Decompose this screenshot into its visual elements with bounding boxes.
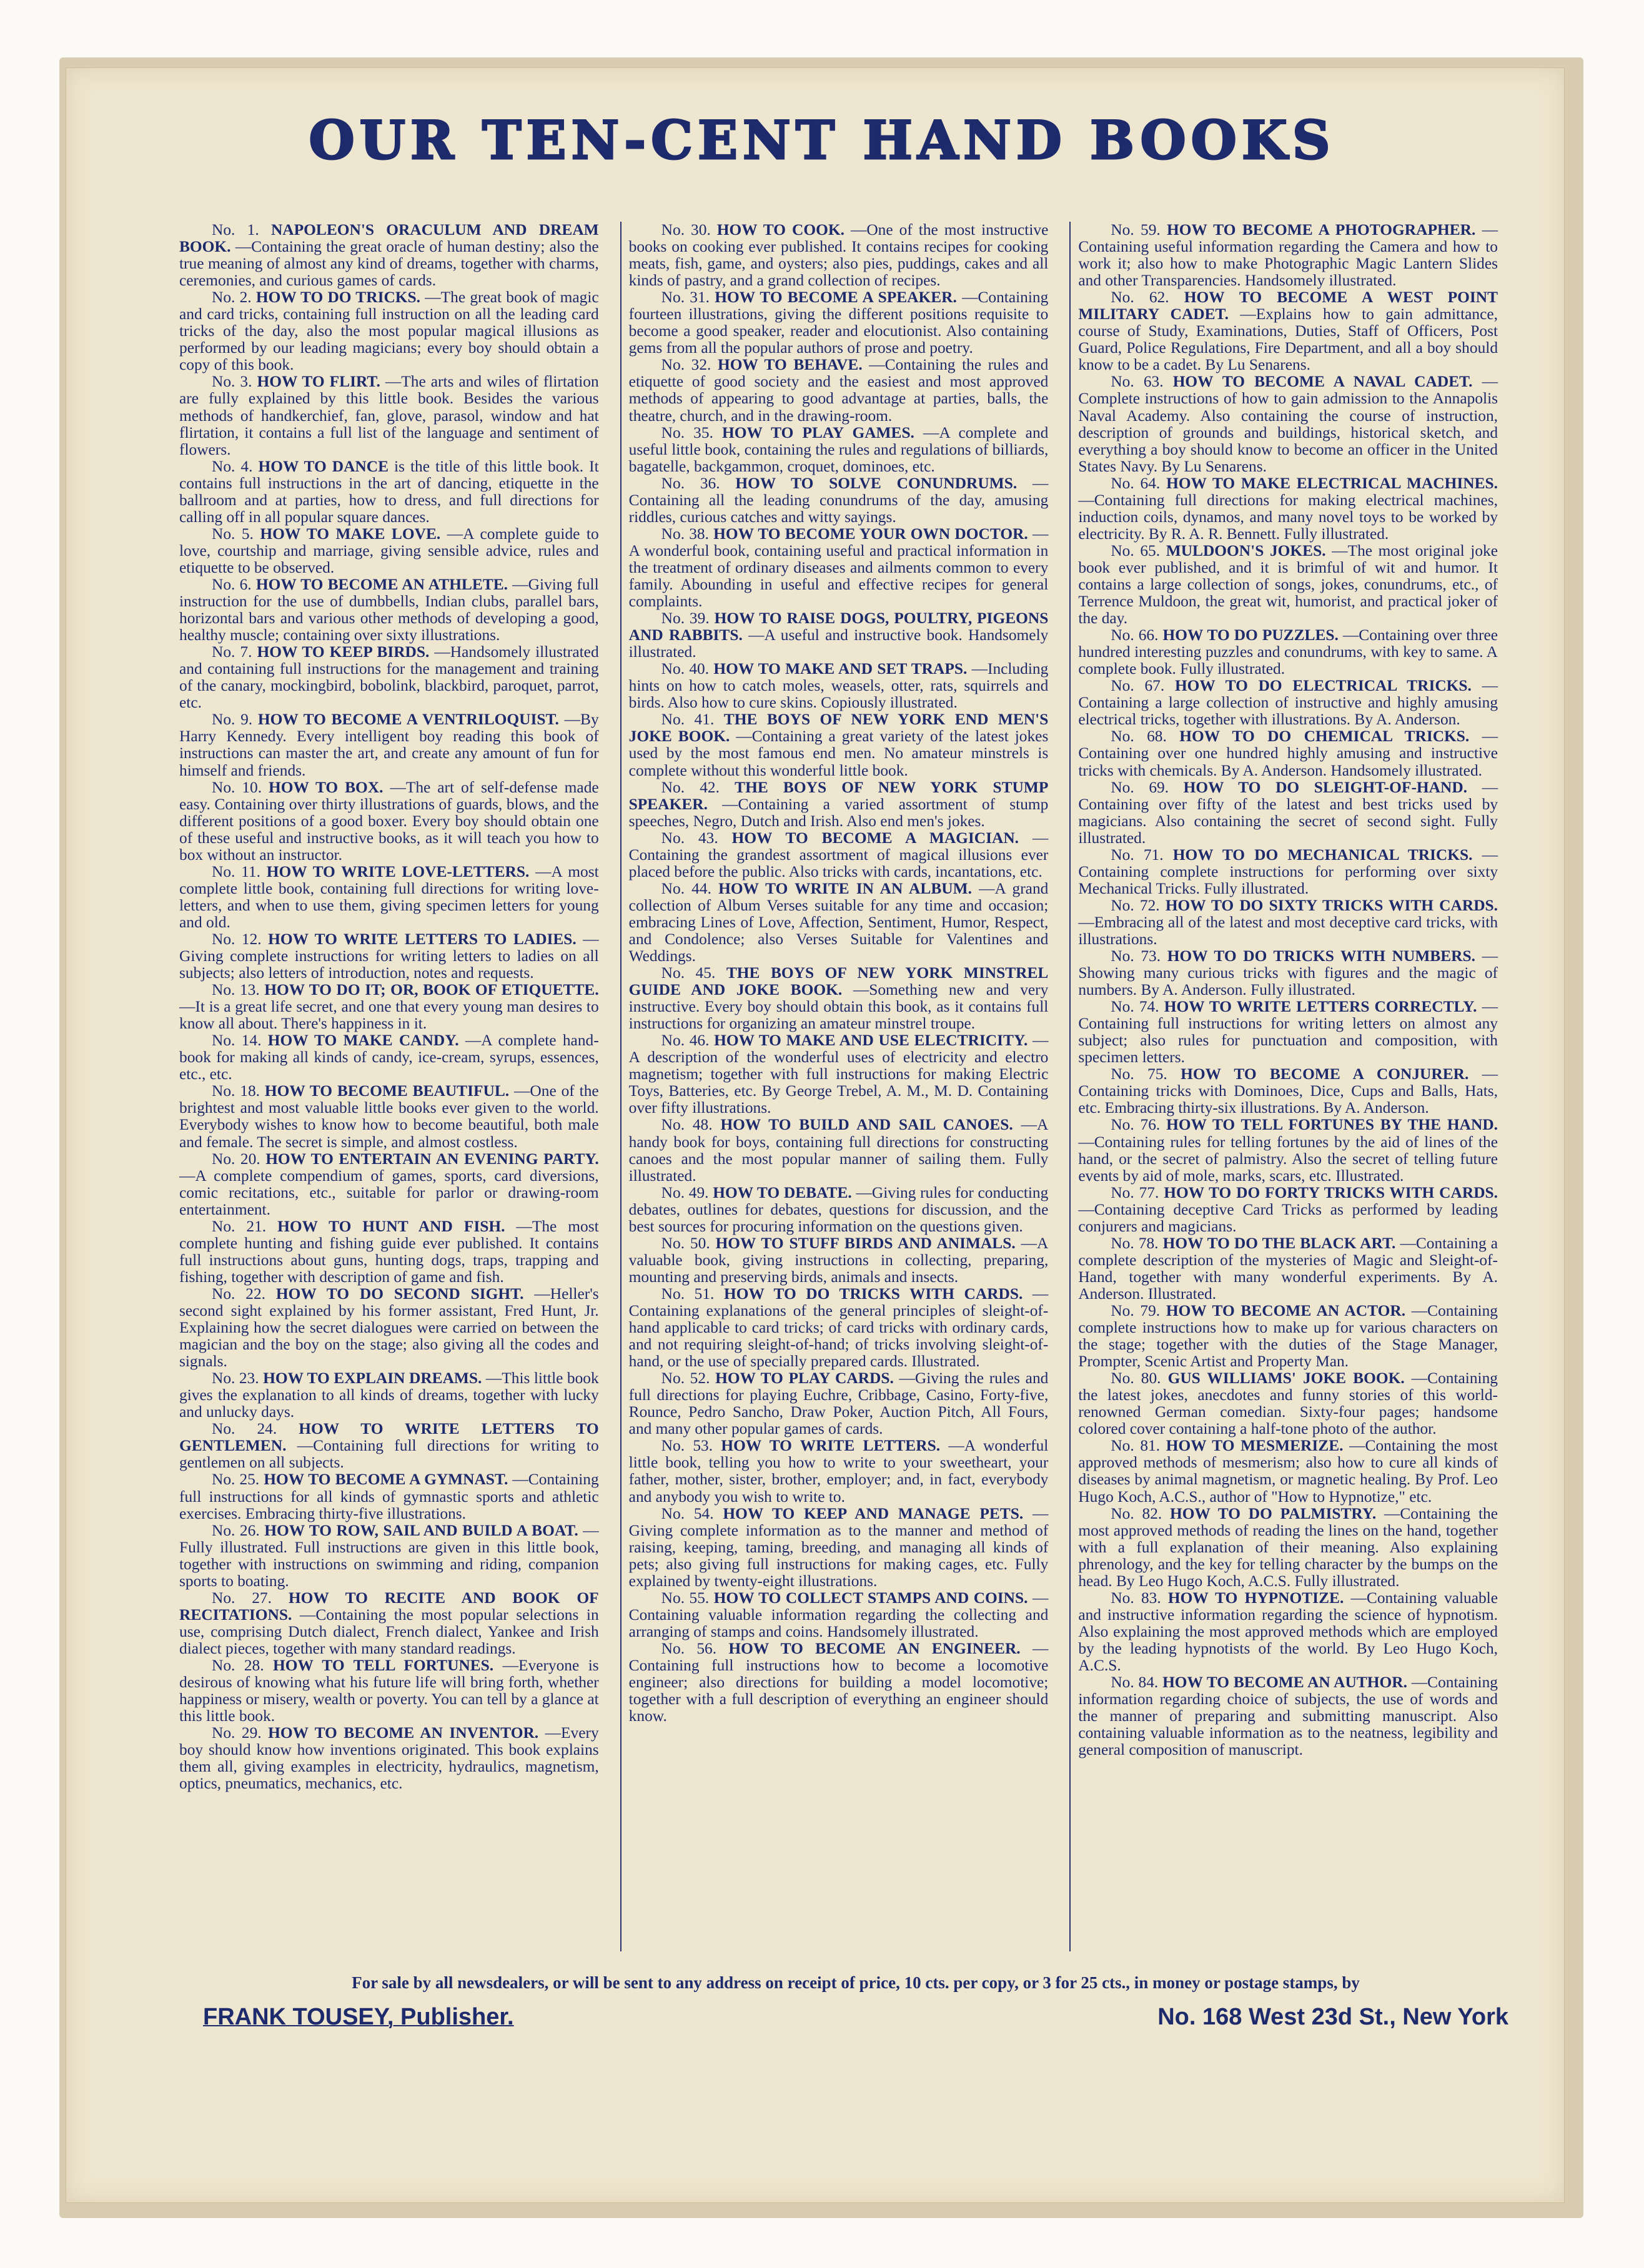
book-description: —Containing full instructions for all kinds of gymnastic sports and athletic exercises. Embracing thirty-five illustrations. <box>179 1471 599 1522</box>
sale-notice: For sale by all newsdealers, or will be sent to any address on receipt of price, 10 cts. per copy, or 3 for 25 cts., in money or postage stamps, by <box>352 1973 1360 1992</box>
book-entry <box>1078 1117 1498 1184</box>
book-number: No. 54. <box>661 1504 714 1522</box>
book-title: HOW TO SOLVE CONUNDRUMS. <box>735 474 1018 492</box>
book-number: No. 66. <box>1111 626 1159 644</box>
book-description: —The most complete hunting and fishing guide ever published. It contains full instructions about guns, hunting dogs, traps, trapping and fishing, together with description of game and fish. <box>179 1217 599 1286</box>
book-description: —Heller's second sight explained by his former assistant, Fred Hunt, Jr. Explaining how the secret dialogues were carried on between the magician and the boy on the stage; also giving all the codes and signals. <box>179 1284 599 1371</box>
book-description: —The arts and wiles of flirtation are fully explained by this little book. Besides the various methods of handkerchief, fan, glove, parasol, window and hat flirtation, it contains a full list of the language and sentiment of flowers. <box>179 373 599 458</box>
book-title: THE BOYS OF NEW YORK END MEN'S JOKE BOOK. <box>628 711 1049 746</box>
book-entry <box>179 576 599 644</box>
book-number: No. 42. <box>661 778 720 796</box>
book-title: HOW TO DO ELECTRICAL TRICKS. <box>1174 677 1472 695</box>
book-entry <box>179 711 599 779</box>
book-description: —Containing over three hundred interesting puzzles and conundrums, with key to same. A complete book. Fully illustrated. <box>1078 626 1498 678</box>
book-entry <box>1078 1235 1498 1303</box>
book-description: —Containing full directions for making electrical machines, induction coils, dynamos, and many novel toys to be worked by electricity. By R. A. R. Bennett. Fully illustrated. <box>1078 491 1498 543</box>
book-title: HOW TO DO CHEMICAL TRICKS. <box>1179 727 1470 746</box>
book-entry <box>1078 289 1498 373</box>
book-number: No. 3. <box>212 373 252 391</box>
book-entry <box>179 1522 599 1590</box>
column-1 <box>172 222 607 1951</box>
book-description: —Containing full instructions for writing letters on almost any subject; also rules for punctuation and composition, with specimen letters. <box>1078 998 1498 1067</box>
book-entry <box>179 1151 599 1218</box>
book-title: HOW TO HUNT AND FISH. <box>277 1217 505 1235</box>
book-title: HOW TO WRITE LETTERS TO LADIES. <box>268 930 577 948</box>
book-description: —It is a great life secret, and one that every young man desires to know all about. There's happiness in it. <box>179 998 599 1033</box>
book-description: —Containing the great oracle of human destiny; also the true meaning of almost any kind of dreams, together with charms, ceremonies, and curious games of cards. <box>179 238 599 290</box>
book-number: No. 14. <box>212 1032 262 1050</box>
book-entry <box>629 425 1049 475</box>
book-title: HOW TO MESMERIZE. <box>1166 1437 1344 1455</box>
book-description: —Containing valuable information regarding the collecting and arranging of stamps and coins. Handsomely illustrated. <box>628 1589 1049 1640</box>
book-entry <box>629 880 1049 965</box>
book-entry <box>179 1590 599 1657</box>
book-entry <box>1078 1066 1498 1117</box>
book-entry <box>179 1471 599 1522</box>
book-title: HOW TO DO SLEIGHT-OF-HAND. <box>1183 778 1468 796</box>
book-description: —Containing the latest jokes, anecdotes and funny stories of this world-renowned German comedian. Sixty-four pages; handsome colored cover containing a half-tone photo of the author. <box>1078 1369 1498 1438</box>
book-number: No. 39. <box>661 609 710 628</box>
book-number: No. 46. <box>661 1032 710 1050</box>
book-number: No. 72. <box>1111 896 1160 914</box>
book-number: No. 31. <box>661 288 710 307</box>
book-title: HOW TO BEHAVE. <box>717 356 863 374</box>
book-title: HOW TO BECOME A GYMNAST. <box>264 1471 508 1489</box>
book-title: HOW TO PLAY CARDS. <box>715 1369 894 1388</box>
book-title: MULDOON'S JOKES. <box>1166 541 1326 560</box>
book-entry <box>1078 678 1498 728</box>
book-number: No. 50. <box>661 1234 710 1252</box>
book-title: HOW TO DO SECOND SIGHT. <box>275 1284 524 1303</box>
book-description: —The art of self-defense made easy. Containing over thirty illustrations of guards, blows, and the different positions of a good boxer. Every boy should obtain one of these useful and instructive books, as it will teach you how to box without an instructor. <box>179 778 599 864</box>
book-number: No. 56. <box>661 1639 717 1657</box>
book-entry <box>179 458 599 526</box>
book-title: HOW TO DO FORTY TRICKS WITH CARDS. <box>1164 1183 1498 1201</box>
book-description: —Containing over one hundred highly amusing and instructive tricks with chemicals. By A. Anderson. Handsomely illustrated. <box>1078 727 1498 779</box>
book-entry <box>179 1218 599 1286</box>
book-number: No. 23. <box>212 1369 259 1388</box>
book-entry <box>179 1370 599 1421</box>
book-title: HOW TO BOX. <box>269 778 384 796</box>
book-number: No. 79. <box>1111 1302 1161 1319</box>
book-title: HOW TO EXPLAIN DREAMS. <box>263 1369 482 1388</box>
book-number: No. 25. <box>212 1471 260 1489</box>
book-entry <box>629 830 1049 880</box>
book-number: No. 4. <box>212 457 253 475</box>
book-title: HOW TO DO TRICKS WITH NUMBERS. <box>1167 947 1475 965</box>
book-description: —Containing the most approved methods of reading the lines on the hand, together with a full explanation of their meaning. Also explaining phrenology, and the key for telling character by the bumps on the head. By Leo Hugo Koch, A.C.S. Fully illustrated. <box>1078 1504 1498 1590</box>
book-entry <box>629 1286 1049 1370</box>
book-title: HOW TO DO IT; OR, BOOK OF ETIQUETTE. <box>264 981 599 999</box>
book-title: HOW TO DO TRICKS. <box>255 288 421 307</box>
book-title: HOW TO COLLECT STAMPS AND COINS. <box>713 1589 1028 1607</box>
book-title: HOW TO DO PALMISTRY. <box>1170 1504 1377 1522</box>
column-2 <box>620 222 1056 1951</box>
book-entry <box>179 1286 599 1370</box>
book-description: —One of the brightest and most valuable little books ever given to the world. Everybody wishes to know how to become beautiful, both male and female. The secret is simple, and almost costless. <box>179 1082 599 1151</box>
book-title: HOW TO BECOME YOUR OWN DOCTOR. <box>713 525 1028 543</box>
book-entry <box>629 1235 1049 1286</box>
book-title: HOW TO WRITE LETTERS TO GENTLEMEN. <box>179 1420 599 1455</box>
book-entry <box>629 526 1049 610</box>
book-title: HOW TO MAKE LOVE. <box>260 525 441 543</box>
book-number: No. 22. <box>212 1284 266 1303</box>
book-title: HOW TO ENTERTAIN AN EVENING PARTY. <box>265 1150 599 1168</box>
book-title: HOW TO BECOME A PHOTOGRAPHER. <box>1167 222 1476 239</box>
book-number: No. 68. <box>1111 727 1167 746</box>
book-entry <box>629 1370 1049 1437</box>
book-number: No. 18. <box>212 1082 260 1100</box>
book-title: HOW TO DO TRICKS WITH CARDS. <box>723 1284 1023 1303</box>
book-entry <box>629 222 1049 289</box>
book-entry <box>1078 475 1498 543</box>
book-entry <box>629 711 1049 779</box>
book-number: No. 41. <box>661 711 715 729</box>
book-number: No. 75. <box>1111 1065 1167 1083</box>
book-number: No. 45. <box>661 964 716 982</box>
book-description: —Everyone is desirous of knowing what his future life will bring forth, whether happiness or misery, wealth or poverty. You can tell by a glance at this little book. <box>179 1656 599 1725</box>
book-description: —Fully illustrated. Full instructions are given in this little book, together with instructions on swimming and riding, companion sports to boating. <box>179 1521 599 1590</box>
book-entry <box>179 289 599 373</box>
book-title: HOW TO BECOME A SPEAKER. <box>715 288 957 307</box>
book-number: No. 36. <box>661 474 720 492</box>
publisher-address: No. 168 West 23d St., New York <box>1157 2004 1508 2030</box>
book-entry <box>179 1725 599 1792</box>
book-title: HOW TO MAKE CANDY. <box>267 1032 459 1050</box>
book-entry <box>629 610 1049 661</box>
book-number: No. 10. <box>212 778 262 796</box>
book-number: No. 11. <box>212 862 260 880</box>
book-description: —Containing full directions for writing to gentlemen on all subjects. <box>179 1437 599 1472</box>
book-entry <box>179 1657 599 1725</box>
book-description: —Giving complete instructions for writing letters to ladies on all subjects; also letters of introduction, notes and requests. <box>179 930 599 982</box>
book-entry <box>179 864 599 931</box>
book-title: HOW TO RECITE AND BOOK OF RECITATIONS. <box>179 1589 599 1624</box>
book-number: No. 28. <box>212 1656 264 1674</box>
book-description: —Giving full instruction for the use of dumbbells, Indian clubs, parallel bars, horizontal bars and various other methods of developing a good, healthy muscle; containing over sixty illustrations. <box>179 575 599 644</box>
book-entry <box>629 1506 1049 1590</box>
book-description: —Containing fourteen illustrations, giving the different positions requisite to become a good speaker, reader and elocutionist. Also containing gems from all the popular authors of prose and poetry. <box>628 288 1049 357</box>
publisher-name: FRANK TOUSEY, Publisher. <box>203 2004 514 2030</box>
book-number: No. 78. <box>1111 1234 1159 1252</box>
book-number: No. 44. <box>661 879 711 897</box>
book-entry <box>629 1117 1049 1184</box>
book-number: No. 20. <box>212 1150 260 1168</box>
book-title: HOW TO MAKE AND SET TRAPS. <box>713 660 968 678</box>
book-description: —A wonderful little book, telling you how to write to your sweetheart, your father, mother, sister, brother, employer; and, in fact, everybody and anybody you wish to write to. <box>628 1437 1049 1506</box>
book-description: —A complete guide to love, courtship and marriage, giving sensible advice, rules and etiquette to be observed. <box>179 525 599 576</box>
book-number: No. 74. <box>1111 998 1159 1016</box>
book-title: NAPOLEON'S ORACULUM AND DREAM BOOK. <box>179 222 599 256</box>
book-description: —Containing rules for telling fortunes by the aid of lines of the hand, or the secret of palmistry. Also the secret of telling future events by aid of mole, marks, scars, etc. Illustrated. <box>1078 1133 1498 1185</box>
book-number: No. 30. <box>661 222 711 239</box>
book-number: No. 81. <box>1111 1437 1161 1455</box>
book-number: No. 83. <box>1111 1589 1161 1607</box>
book-number: No. 53. <box>661 1437 713 1455</box>
book-description: —Giving rules for conducting debates, outlines for debates, questions for discussion, and the best sources for procuring information on the questions given. <box>628 1183 1049 1235</box>
book-number: No. 51. <box>661 1284 715 1303</box>
book-description: —This little book gives the explanation to all kinds of dreams, together with lucky and unlucky days. <box>179 1369 599 1421</box>
book-description: —Containing complete instructions for performing over sixty Mechanical Tricks. Fully illustrated. <box>1078 846 1498 897</box>
book-description: —Containing the grandest assortment of magical illusions ever placed before the public. Also tricks with cards, incantations, etc. <box>628 829 1049 880</box>
book-description: —A grand collection of Album Verses suitable for any time and occasion; embracing Lines of Love, Affection, Sentiment, Humor, Respect, and Condolence; also Verses Suitable for Valentines and Weddings. <box>628 879 1049 965</box>
book-description: —Containing tricks with Dominoes, Dice, Cups and Balls, Hats, etc. Embracing thirty-six illustrations. By A. Anderson. <box>1078 1065 1498 1117</box>
book-title: HOW TO COOK. <box>716 222 844 239</box>
book-title: HOW TO MAKE AND USE ELECTRICITY. <box>714 1032 1028 1050</box>
book-title: HOW TO BECOME AN ATHLETE. <box>255 575 508 593</box>
book-entry <box>629 965 1049 1032</box>
book-title: HOW TO WRITE IN AN ALBUM. <box>718 879 972 897</box>
book-entry <box>629 357 1049 424</box>
book-description: —A handy book for boys, containing full directions for constructing canoes and the most popular manner of sailing them. Fully illustrated. <box>628 1116 1049 1185</box>
book-number: No. 80. <box>1111 1369 1161 1388</box>
book-title: HOW TO DEBATE. <box>713 1183 852 1201</box>
book-number: No. 9. <box>212 711 253 729</box>
book-description: is the title of this little book. It contains full instructions in the art of dancing, etiquette in the ballroom and at parties, how to dress, and full directions for calling off in all popular square dances. <box>179 457 599 526</box>
book-entry <box>1078 998 1498 1066</box>
book-number: No. 32. <box>661 356 711 374</box>
book-description: —Containing valuable and instructive information regarding the science of hypnotism. Also explaining the most approved methods which are employed by the leading hypnotists of the world. By Leo Hugo Koch, A.C.S. <box>1078 1589 1498 1674</box>
book-entry <box>1078 373 1498 475</box>
book-number: No. 65. <box>1111 541 1161 560</box>
book-description: —A description of the wonderful uses of electricity and electro magnetism; together with full instructions for making Electric Toys, Batteries, etc. By George Trebel, A. M., M. D. Containing over fifty illustrations. <box>628 1032 1049 1117</box>
book-number: No. 35. <box>661 423 713 441</box>
book-description: —Complete instructions of how to gain admission to the Annapolis Naval Academy. Also containing the course of instruction, description of grounds and buildings, historical sketch, and everything a boy should know to become an officer in the United States Navy. By Lu Senarens. <box>1078 373 1498 475</box>
book-description: —The most original joke book ever published, and it is brimful of wit and humor. It contains a large collection of songs, jokes, conundrums, etc., of Terrence Muldoon, the great wit, humorist, and practical joker of the day. <box>1078 541 1498 628</box>
page-title: OUR TEN-CENT HAND BOOKS <box>309 109 1335 171</box>
book-entry <box>179 779 599 864</box>
book-title: HOW TO BECOME A VENTRILOQUIST. <box>257 711 559 729</box>
book-title: THE BOYS OF NEW YORK STUMP SPEAKER. <box>628 778 1049 813</box>
book-entry <box>1078 847 1498 897</box>
book-entry <box>629 289 1049 357</box>
book-title: HOW TO DANCE <box>258 457 389 475</box>
book-description: —Giving complete information as to the manner and method of raising, keeping, taming, breeding, and managing all kinds of pets; also giving full instructions for making cages, etc. Fully explained by twenty-eight illustrations. <box>628 1504 1049 1590</box>
book-entry <box>1078 728 1498 779</box>
book-description: —Containing information regarding choice of subjects, the use of words and the manner of preparing and submitting manuscript. Also containing valuable information as to the neatness, legibility and general composition of manuscript. <box>1078 1674 1498 1759</box>
book-description: —Containing a varied assortment of stump speeches, Negro, Dutch and Irish. Also end men's jokes. <box>628 795 1049 830</box>
book-number: No. 76. <box>1111 1116 1161 1134</box>
book-entry <box>629 1640 1049 1725</box>
book-title: HOW TO DO SIXTY TRICKS WITH CARDS. <box>1165 896 1498 914</box>
book-number: No. 2. <box>212 288 252 307</box>
book-title: HOW TO BECOME A CONJURER. <box>1181 1065 1469 1083</box>
book-description: —Containing a large collection of instructive and highly amusing electrical tricks, together with illustrations. By A. Anderson. <box>1078 677 1498 729</box>
book-entry <box>179 982 599 1032</box>
book-entry <box>1078 1185 1498 1235</box>
book-description: —Containing over fifty of the latest and best tricks used by magicians. Also containing the secret of second sight. Fully illustrated. <box>1078 778 1498 847</box>
book-entry <box>1078 1674 1498 1758</box>
book-number: No. 40. <box>661 660 710 678</box>
book-entry <box>629 475 1049 526</box>
book-title: HOW TO TELL FORTUNES. <box>273 1656 494 1674</box>
book-number: No. 27. <box>212 1589 272 1607</box>
book-description: —Including hints on how to catch moles, weasels, otter, rats, squirrels and birds. Also how to cure skins. Copiously illustrated. <box>628 660 1049 712</box>
book-description: —Containing a complete description of the mysteries of Magic and Sleight-of-Hand, together with many wonderful experiments. By A. Anderson. Illustrated. <box>1078 1234 1498 1303</box>
book-title: HOW TO WRITE LETTERS CORRECTLY. <box>1164 998 1477 1016</box>
book-description: —Containing full instructions how to become a locomotive engineer; also directions for building a model locomotive; together with a full description of everything an engineer should know. <box>628 1639 1049 1725</box>
book-entry <box>629 661 1049 711</box>
book-description: —Handsomely illustrated and containing full instructions for the management and training of the canary, mockingbird, bobolink, blackbird, paroquet, parrot, etc. <box>179 643 599 712</box>
book-description: —A complete and useful little book, containing the rules and regulations of billiards, bagatelle, backgammon, croquet, dominoes, etc. <box>628 423 1049 475</box>
book-description: —Containing explanations of the general principles of sleight-of-hand applicable to card tricks; of card tricks with ordinary cards, and not requiring sleight-of-hand; of tricks involving sleight-of-hand, or the use of specially prepared cards. Illustrated. <box>628 1284 1049 1371</box>
book-title: GUS WILLIAMS' JOKE BOOK. <box>1167 1369 1405 1388</box>
book-number: No. 59. <box>1111 222 1161 239</box>
book-entry <box>179 222 599 289</box>
book-description: —Something new and very instructive. Every boy should obtain this book, as it contains full instructions for organizing an amateur minstrel troupe. <box>628 981 1049 1033</box>
book-description: —The great book of magic and card tricks, containing full instruction on all the leading card tricks of the day, also the most popular magical illusions as performed by our leading magicians; every boy should obtain a copy of this book. <box>179 288 599 374</box>
book-list <box>172 222 1505 1951</box>
book-description: —A most complete little book, containing full directions for writing love-letters, and when to use them, giving specimen letters for young and old. <box>179 862 599 931</box>
book-entry <box>1078 222 1498 289</box>
book-title: HOW TO FLIRT. <box>257 373 380 391</box>
book-entry <box>179 1032 599 1083</box>
book-description: —Containing deceptive Card Tricks as performed by leading conjurers and magicians. <box>1078 1200 1498 1235</box>
book-description: —A wonderful book, containing useful and practical information in the treatment of ordinary diseases and ailments common to every family. Abounding in useful and effective recipes for general complaints. <box>628 525 1049 611</box>
book-entry <box>179 373 599 458</box>
book-number: No. 77. <box>1111 1183 1159 1201</box>
book-description: —A complete hand-book for making all kinds of candy, ice-cream, syrups, essences, etc., etc. <box>179 1032 599 1083</box>
book-title: HOW TO WRITE LETTERS. <box>721 1437 941 1455</box>
book-entry <box>629 1032 1049 1117</box>
book-entry <box>179 526 599 576</box>
book-title: HOW TO BECOME A NAVAL CADET. <box>1172 373 1473 391</box>
book-number: No. 7. <box>212 643 252 661</box>
book-title: HOW TO KEEP AND MANAGE PETS. <box>723 1504 1024 1522</box>
book-title: HOW TO BECOME A MAGICIAN. <box>731 829 1019 847</box>
book-description: —By Harry Kennedy. Every intelligent boy reading this book of instructions can master the art, and create any amount of fun for himself and friends. <box>179 711 599 779</box>
book-title: HOW TO BECOME AN AUTHOR. <box>1162 1674 1407 1692</box>
column-3 <box>1069 222 1505 1951</box>
book-title: HOW TO DO MECHANICAL TRICKS. <box>1172 846 1473 864</box>
book-entry <box>1078 948 1498 998</box>
book-title: HOW TO BECOME AN INVENTOR. <box>268 1724 539 1742</box>
book-number: No. 48. <box>661 1116 713 1134</box>
book-description: —Every boy should know how inventions originated. This book explains them all, giving examples in electricity, hydraulics, magnetism, optics, pneumatics, mechanics, etc. <box>179 1724 599 1793</box>
book-title: HOW TO TELL FORTUNES BY THE HAND. <box>1166 1116 1498 1134</box>
book-number: No. 12. <box>212 930 262 948</box>
book-entry <box>179 644 599 711</box>
book-title: HOW TO HYPNOTIZE. <box>1167 1589 1344 1607</box>
book-description: —Containing the most approved methods of mesmerism; also how to cure all kinds of diseases by animal magnetism, or magnetic healing. By Prof. Leo Hugo Koch, A.C.S., author of "How to Hypnotize," etc. <box>1078 1437 1498 1506</box>
book-number: No. 43. <box>661 829 718 847</box>
book-entry <box>629 1590 1049 1640</box>
publisher-row <box>203 2004 1508 2031</box>
book-description: —A complete compendium of games, sports, card diversions, comic recitations, etc., suitable for parlor or drawing-room entertainment. <box>179 1166 599 1218</box>
book-title: HOW TO RAISE DOGS, POULTRY, PIGEONS AND RABBITS. <box>628 609 1049 644</box>
book-number: No. 38. <box>661 525 709 543</box>
book-entry <box>1078 1506 1498 1590</box>
book-description: —Containing the most popular selections in use, comprising Dutch dialect, French dialect, Yankee and Irish dialect pieces, together with many standard readings. <box>179 1605 599 1657</box>
book-number: No. 63. <box>1111 373 1164 391</box>
book-description: —Containing useful information regarding the Camera and how to work it; also how to make Photographic Magic Lantern Slides and other Transparencies. Handsomely illustrated. <box>1078 222 1498 290</box>
book-entry <box>629 1185 1049 1235</box>
book-number: No. 21. <box>212 1217 267 1235</box>
book-description: —Embracing all of the latest and most deceptive card tricks, with illustrations. <box>1078 913 1498 948</box>
book-description: —One of the most instructive books on cooking ever published. It contains recipes for cooking meats, fish, game, and oysters; also pies, puddings, cakes and all kinds of pastry, and a grand collection of recipes. <box>628 222 1049 290</box>
book-number: No. 1. <box>212 222 259 239</box>
book-number: No. 26. <box>212 1521 260 1539</box>
book-number: No. 64. <box>1111 474 1161 492</box>
book-number: No. 67. <box>1111 677 1165 695</box>
book-number: No. 71. <box>1111 846 1164 864</box>
book-entry <box>1078 779 1498 847</box>
book-title: HOW TO KEEP BIRDS. <box>257 643 430 661</box>
book-description: —Containing complete instructions how to make up for various characters on the stage; together with the duties of the Stage Manager, Prompter, Scenic Artist and Property Man. <box>1078 1302 1498 1371</box>
book-title: HOW TO DO THE BLACK ART. <box>1162 1234 1396 1252</box>
book-entry <box>179 931 599 982</box>
book-title: HOW TO STUFF BIRDS AND ANIMALS. <box>715 1234 1016 1252</box>
book-entry <box>1078 1590 1498 1674</box>
book-number: No. 24. <box>212 1420 277 1438</box>
book-entry <box>179 1421 599 1471</box>
book-description: —Containing a great variety of the latest jokes used by the most famous end men. No amateur minstrels is complete without this wonderful little book. <box>628 727 1049 779</box>
book-description: —Explains how to gain admittance, course of Study, Examinations, Duties, Staff of Officers, Post Guard, Police Regulations, Fire Department, and all a boy should know to be a cadet. By Lu Senarens. <box>1078 305 1498 374</box>
book-number: No. 82. <box>1111 1504 1162 1522</box>
book-title: HOW TO MAKE ELECTRICAL MACHINES. <box>1166 474 1498 492</box>
book-title: HOW TO BECOME AN ENGINEER. <box>728 1639 1021 1657</box>
book-number: No. 29. <box>212 1724 262 1742</box>
book-title: THE BOYS OF NEW YORK MINSTREL GUIDE AND JOKE BOOK. <box>628 964 1049 999</box>
book-entry <box>1078 1370 1498 1437</box>
book-title: HOW TO BECOME A WEST POINT MILITARY CADET. <box>1078 288 1498 323</box>
book-description: —A useful and instructive book. Handsomely illustrated. <box>628 626 1049 661</box>
book-entry <box>629 1437 1049 1505</box>
book-description: —Giving the rules and full directions for playing Euchre, Cribbage, Casino, Forty-five, Rounce, Pedro Sancho, Draw Poker, Auction Pitch, All Fours, and many other popular games of cards. <box>628 1369 1049 1438</box>
book-title: HOW TO ROW, SAIL AND BUILD A BOAT. <box>264 1521 578 1539</box>
footer <box>203 1973 1508 2031</box>
book-description: —Showing many curious tricks with figures and the magic of numbers. By A. Anderson. Fully illustrated. <box>1078 947 1498 999</box>
book-number: No. 13. <box>212 981 260 999</box>
book-title: HOW TO PLAY GAMES. <box>722 423 914 441</box>
book-description: —Containing the rules and etiquette of good society and the easiest and most approved methods of appearing to good advantage at parties, balls, the theatre, church, and in the drawing-room. <box>628 356 1049 425</box>
book-title: HOW TO BECOME AN ACTOR. <box>1166 1302 1406 1319</box>
book-number: No. 84. <box>1111 1674 1159 1692</box>
book-number: No. 5. <box>212 525 254 543</box>
book-entry <box>1078 543 1498 627</box>
book-number: No. 73. <box>1111 947 1161 965</box>
book-entry <box>179 1083 599 1150</box>
book-title: HOW TO DO PUZZLES. <box>1162 626 1339 644</box>
book-description: —A valuable book, giving instructions in collecting, preparing, mounting and preserving birds, animals and insects. <box>628 1234 1049 1286</box>
book-number: No. 62. <box>1111 288 1169 307</box>
book-entry <box>1078 897 1498 948</box>
book-entry <box>1078 1437 1498 1505</box>
book-number: No. 69. <box>1111 778 1169 796</box>
book-number: No. 49. <box>661 1183 709 1201</box>
book-title: HOW TO BUILD AND SAIL CANOES. <box>720 1116 1013 1134</box>
book-title: HOW TO BECOME BEAUTIFUL. <box>264 1082 510 1100</box>
book-description: —Containing all the leading conundrums of the day, amusing riddles, curious catches and witty sayings. <box>628 474 1049 526</box>
book-title: HOW TO WRITE LOVE-LETTERS. <box>266 862 530 880</box>
book-number: No. 52. <box>661 1369 710 1388</box>
book-entry <box>1078 1303 1498 1370</box>
book-number: No. 55. <box>661 1589 710 1607</box>
book-entry <box>629 779 1049 830</box>
book-number: No. 6. <box>212 575 252 593</box>
book-entry <box>1078 627 1498 678</box>
